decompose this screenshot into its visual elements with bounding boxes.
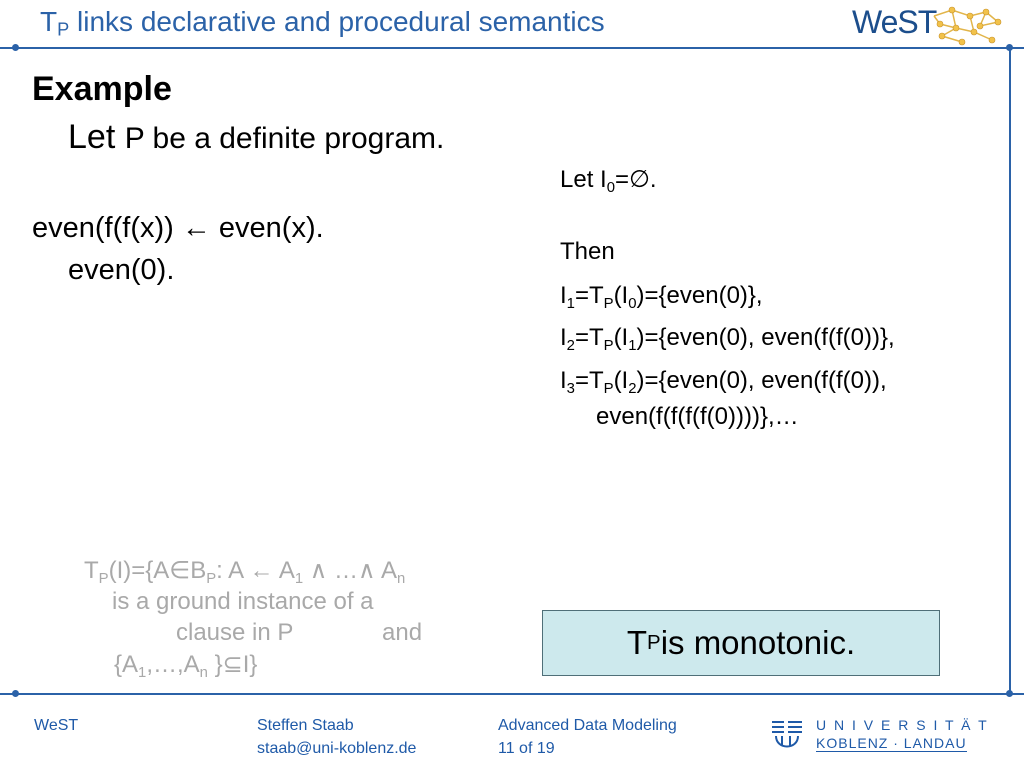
tp-definition-line-1: $T_P(I)=\{A\in B_P$: A ← $A_1$ ∧ …∧ $A_n$ <box>84 557 406 587</box>
then-line: Then <box>560 238 615 265</box>
footer-email: staab@uni-koblenz.de <box>257 740 417 757</box>
header-rule <box>0 47 1024 49</box>
slide-title: $T_P$ links declarative and procedural semantics <box>40 6 605 40</box>
footer-page-number: 11 of 19 <box>498 740 555 757</box>
tp-definition-line-2: is a ground instance of a <box>112 588 374 615</box>
section-heading: Example <box>32 70 172 108</box>
footer-rule-dot-right <box>1006 690 1013 697</box>
university-logo <box>768 716 989 756</box>
network-graphic <box>852 2 1002 46</box>
west-logo <box>852 2 1002 46</box>
header-rule-dot-left <box>12 44 19 51</box>
footer-author: Steffen Staab <box>257 717 354 734</box>
university-name-line-2: KOBLENZ · LANDAU <box>816 735 967 751</box>
i3-line: $I_3=T_P(I_2)=\{even(0)$, even(f(f(0)), <box>560 367 887 397</box>
program-intro: Let P be a definite program. <box>68 118 445 156</box>
monotonic-callout: T P is monotonic. <box>542 610 940 676</box>
i1-line: $I_1=T_P(I_0)=\{even(0)\}$, <box>560 282 763 312</box>
i2-line: $I_2=T_P(I_1)=\{even(0)$, even(f(f(0))}, <box>560 324 895 354</box>
i3-continuation: even(f(f(f(f(0))))},… <box>596 403 799 430</box>
west-logo-text: WeST <box>852 4 937 40</box>
program-rule-1: even(f(f(x)) ← even(x). <box>32 212 324 244</box>
footer-rule-dot-left <box>12 690 19 697</box>
program-rule-2: even(0). <box>68 254 175 286</box>
footer-org: WeST <box>34 717 79 734</box>
university-name-line-1: U N I V E R S I T Ä T <box>816 717 989 733</box>
footer-course: Advanced Data Modeling <box>498 717 677 734</box>
tp-definition-line-4: {$A_1,\dots,A_n$ }⊆I} <box>114 651 258 681</box>
footer-rule <box>0 693 1024 695</box>
let-i0-line: Let $I_0=\emptyset$. <box>560 166 657 196</box>
right-margin-rule <box>1009 48 1011 694</box>
tp-definition-line-3b: and <box>382 619 423 646</box>
university-emblem-icon <box>768 716 808 756</box>
tp-definition-line-3a: clause in P <box>176 619 294 646</box>
